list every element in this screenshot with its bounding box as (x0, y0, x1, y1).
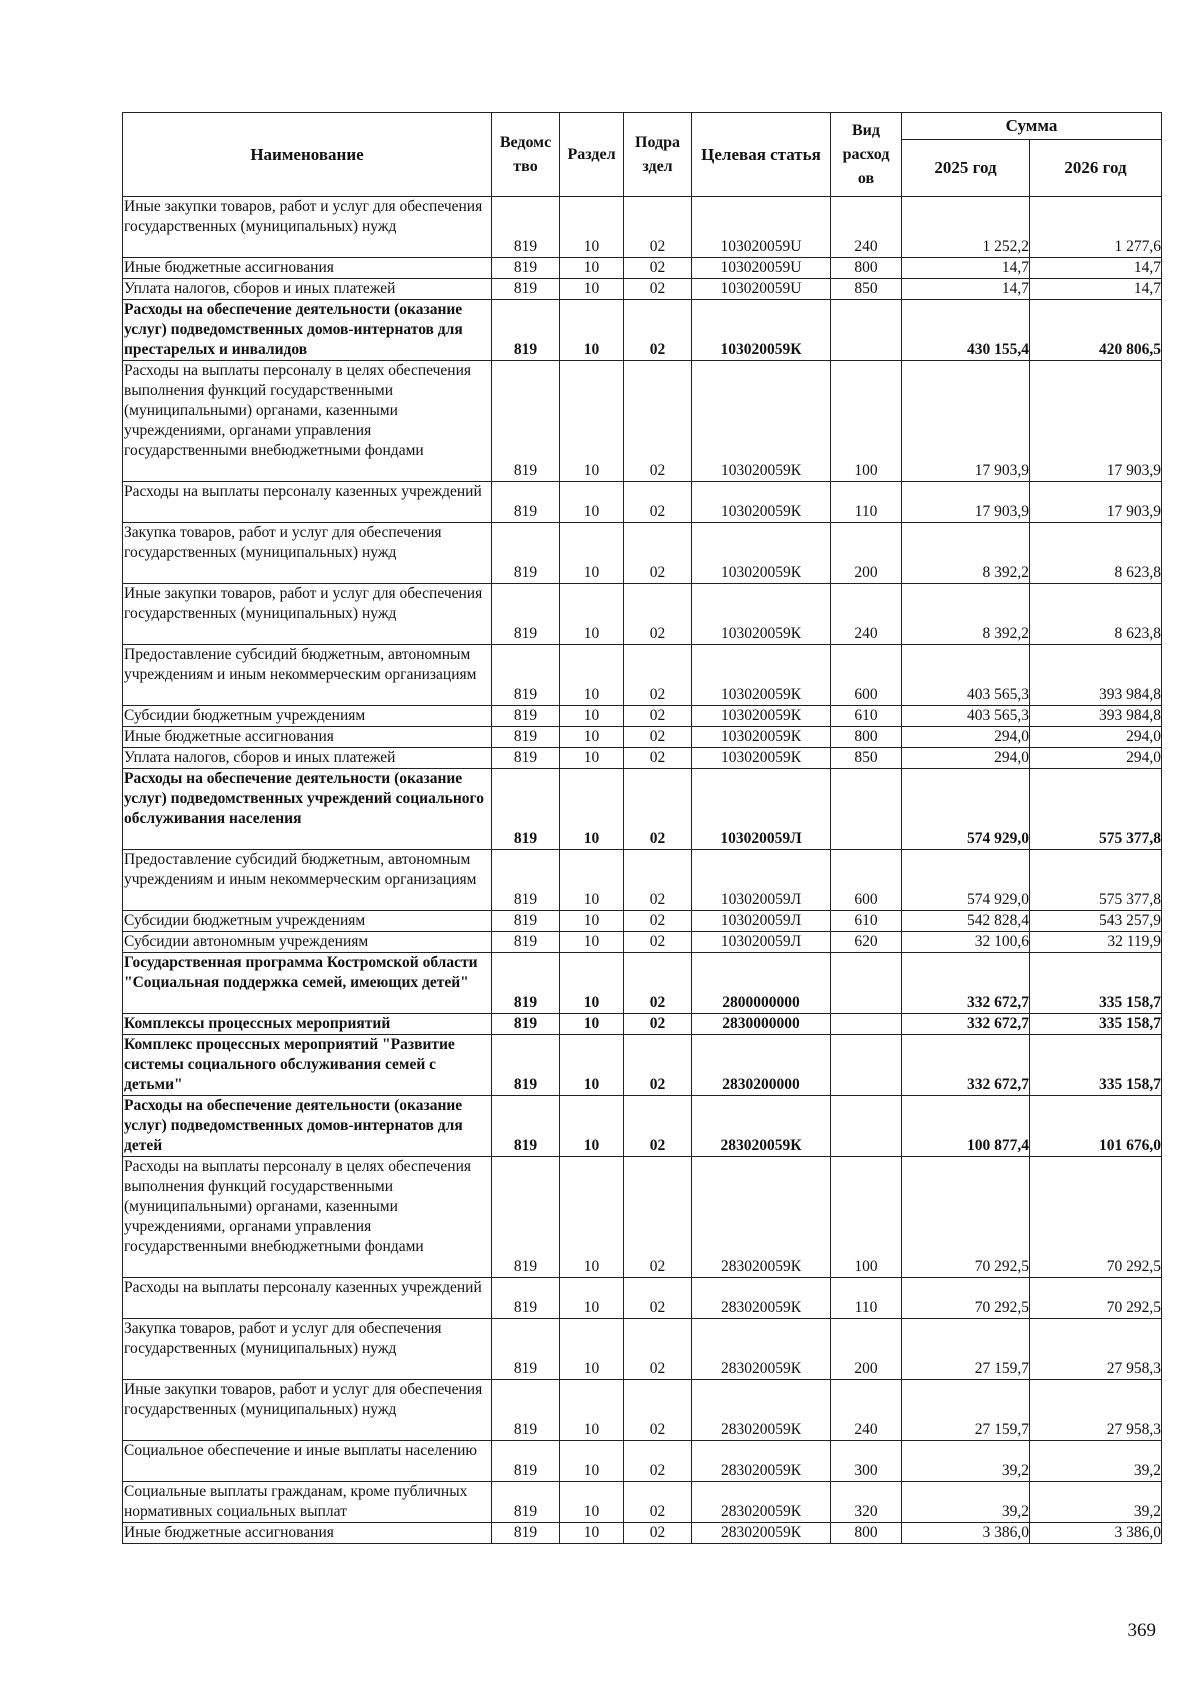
table-row (123, 279, 1162, 300)
row-name: Уплата налогов, сборов и иных платежей (123, 279, 492, 300)
row-tselevaya-statya: 103020059К (692, 706, 831, 727)
row-podrazdel: 02 (624, 911, 692, 932)
row-name: Социальные выплаты гражданам, кроме публичных нормативных социальных выплат (123, 1482, 492, 1523)
table-row (123, 361, 1162, 482)
row-name: Закупка товаров, работ и услуг для обеспечения государственных (муниципальных) нужд (123, 1319, 492, 1380)
table-row (123, 1319, 1162, 1380)
row-name: Расходы на выплаты персоналу казенных учреждений (123, 482, 492, 523)
row-razdel: 10 (560, 361, 624, 482)
table-row (123, 584, 1162, 645)
row-vedomstvo: 819 (492, 279, 560, 300)
table-row (123, 1441, 1162, 1482)
row-razdel: 10 (560, 850, 624, 911)
row-name: Иные бюджетные ассигнования (123, 258, 492, 279)
row-vedomstvo: 819 (492, 1380, 560, 1441)
row-vedomstvo: 819 (492, 1014, 560, 1035)
row-sum-2025: 403 565,3 (902, 706, 1030, 727)
row-sum-2025: 332 672,7 (902, 1014, 1030, 1035)
row-name: Иные бюджетные ассигнования (123, 1523, 492, 1544)
row-tselevaya-statya: 103020059Л (692, 911, 831, 932)
row-podrazdel: 02 (624, 645, 692, 706)
row-podrazdel: 02 (624, 1380, 692, 1441)
row-sum-2026: 101 676,0 (1030, 1096, 1162, 1157)
row-razdel: 10 (560, 932, 624, 953)
row-sum-2025: 70 292,5 (902, 1157, 1030, 1278)
table-row (123, 197, 1162, 258)
row-vedomstvo: 819 (492, 1441, 560, 1482)
table-row (123, 1278, 1162, 1319)
header-year-2026: 2026 год (1030, 140, 1162, 197)
row-sum-2025: 403 565,3 (902, 645, 1030, 706)
row-vid-rashodov: 110 (831, 1278, 902, 1319)
row-vid-rashodov (831, 769, 902, 850)
row-sum-2026: 14,7 (1030, 279, 1162, 300)
row-vedomstvo: 819 (492, 769, 560, 850)
row-name: Расходы на обеспечение деятельности (оказание услуг) подведомственных домов-интернатов для престарелых и инвалидов (123, 300, 492, 361)
row-vid-rashodov: 800 (831, 727, 902, 748)
row-razdel: 10 (560, 769, 624, 850)
table-row (123, 523, 1162, 584)
row-vid-rashodov: 800 (831, 258, 902, 279)
row-sum-2026: 393 984,8 (1030, 645, 1162, 706)
row-sum-2025: 542 828,4 (902, 911, 1030, 932)
row-tselevaya-statya: 283020059К (692, 1380, 831, 1441)
header-podrazdel: Подра здел (624, 113, 692, 197)
table-row (123, 706, 1162, 727)
row-vedomstvo: 819 (492, 1482, 560, 1523)
row-name: Расходы на обеспечение деятельности (оказание услуг) подведомственных учреждений социального обслуживания населения (123, 769, 492, 850)
row-sum-2025: 332 672,7 (902, 953, 1030, 1014)
table-row (123, 769, 1162, 850)
row-vedomstvo: 819 (492, 911, 560, 932)
row-sum-2026: 543 257,9 (1030, 911, 1162, 932)
row-tselevaya-statya: 283020059К (692, 1096, 831, 1157)
row-sum-2026: 8 623,8 (1030, 584, 1162, 645)
row-tselevaya-statya: 103020059К (692, 748, 831, 769)
row-vid-rashodov (831, 1014, 902, 1035)
row-vid-rashodov: 240 (831, 1380, 902, 1441)
row-name: Расходы на выплаты персоналу в целях обеспечения выполнения функций государственными (муниципальными) органами, казенными учреждениями, органами управления государственными внебюджетными фондами (123, 361, 492, 482)
row-razdel: 10 (560, 1319, 624, 1380)
row-sum-2025: 14,7 (902, 258, 1030, 279)
row-razdel: 10 (560, 482, 624, 523)
table-row (123, 850, 1162, 911)
row-vid-rashodov: 200 (831, 1319, 902, 1380)
row-sum-2026: 70 292,5 (1030, 1278, 1162, 1319)
table-row (123, 1380, 1162, 1441)
row-razdel: 10 (560, 1482, 624, 1523)
row-podrazdel: 02 (624, 361, 692, 482)
row-tselevaya-statya: 283020059К (692, 1157, 831, 1278)
row-vedomstvo: 819 (492, 748, 560, 769)
row-podrazdel: 02 (624, 584, 692, 645)
row-vid-rashodov: 240 (831, 584, 902, 645)
row-sum-2026: 420 806,5 (1030, 300, 1162, 361)
table-row (123, 645, 1162, 706)
row-name: Расходы на обеспечение деятельности (оказание услуг) подведомственных домов-интернатов для детей (123, 1096, 492, 1157)
row-name: Комплексы процессных мероприятий (123, 1014, 492, 1035)
row-sum-2025: 430 155,4 (902, 300, 1030, 361)
budget-table (122, 112, 1162, 1544)
row-vid-rashodov: 800 (831, 1523, 902, 1544)
row-tselevaya-statya: 283020059К (692, 1278, 831, 1319)
table-row (123, 1096, 1162, 1157)
row-tselevaya-statya: 283020059К (692, 1319, 831, 1380)
row-podrazdel: 02 (624, 1523, 692, 1544)
row-podrazdel: 02 (624, 1096, 692, 1157)
row-sum-2025: 574 929,0 (902, 769, 1030, 850)
row-podrazdel: 02 (624, 1035, 692, 1096)
row-razdel: 10 (560, 584, 624, 645)
table-row (123, 258, 1162, 279)
row-sum-2025: 27 159,7 (902, 1319, 1030, 1380)
row-sum-2025: 14,7 (902, 279, 1030, 300)
header-vid-rashodov: Вид расход ов (831, 113, 902, 197)
row-sum-2025: 17 903,9 (902, 482, 1030, 523)
table-row (123, 727, 1162, 748)
row-podrazdel: 02 (624, 1278, 692, 1319)
row-podrazdel: 02 (624, 1441, 692, 1482)
row-sum-2026: 393 984,8 (1030, 706, 1162, 727)
row-razdel: 10 (560, 1523, 624, 1544)
header-razdel: Раздел (560, 113, 624, 197)
row-vedomstvo: 819 (492, 482, 560, 523)
row-vid-rashodov: 620 (831, 932, 902, 953)
row-vid-rashodov: 610 (831, 706, 902, 727)
row-tselevaya-statya: 283020059К (692, 1482, 831, 1523)
row-sum-2025: 8 392,2 (902, 584, 1030, 645)
row-name: Иные бюджетные ассигнования (123, 727, 492, 748)
row-razdel: 10 (560, 1035, 624, 1096)
row-razdel: 10 (560, 1014, 624, 1035)
row-podrazdel: 02 (624, 769, 692, 850)
row-razdel: 10 (560, 706, 624, 727)
row-name: Социальное обеспечение и иные выплаты населению (123, 1441, 492, 1482)
row-sum-2025: 294,0 (902, 727, 1030, 748)
row-tselevaya-statya: 2830200000 (692, 1035, 831, 1096)
row-vid-rashodov (831, 300, 902, 361)
row-sum-2025: 32 100,6 (902, 932, 1030, 953)
row-razdel: 10 (560, 1441, 624, 1482)
row-vedomstvo: 819 (492, 258, 560, 279)
table-row (123, 911, 1162, 932)
row-sum-2026: 335 158,7 (1030, 953, 1162, 1014)
row-name: Предоставление субсидий бюджетным, автономным учреждениям и иным некоммерческим организациям (123, 850, 492, 911)
row-vid-rashodov: 110 (831, 482, 902, 523)
header-year-2025: 2025 год (902, 140, 1030, 197)
row-sum-2025: 332 672,7 (902, 1035, 1030, 1096)
row-sum-2026: 3 386,0 (1030, 1523, 1162, 1544)
row-name: Расходы на выплаты персоналу в целях обеспечения выполнения функций государственными (муниципальными) органами, казенными учреждениями, органами управления государственными внебюджетными фондами (123, 1157, 492, 1278)
row-name: Субсидии бюджетным учреждениям (123, 911, 492, 932)
row-tselevaya-statya: 103020059Л (692, 769, 831, 850)
row-sum-2026: 575 377,8 (1030, 769, 1162, 850)
row-sum-2026: 335 158,7 (1030, 1035, 1162, 1096)
row-vid-rashodov: 850 (831, 748, 902, 769)
row-vedomstvo: 819 (492, 523, 560, 584)
table-row (123, 953, 1162, 1014)
row-sum-2026: 8 623,8 (1030, 523, 1162, 584)
row-vid-rashodov: 320 (831, 1482, 902, 1523)
row-razdel: 10 (560, 1380, 624, 1441)
row-vedomstvo: 819 (492, 932, 560, 953)
row-vid-rashodov: 100 (831, 361, 902, 482)
row-tselevaya-statya: 103020059К (692, 300, 831, 361)
row-razdel: 10 (560, 911, 624, 932)
row-sum-2025: 3 386,0 (902, 1523, 1030, 1544)
row-podrazdel: 02 (624, 706, 692, 727)
row-vid-rashodov: 600 (831, 645, 902, 706)
row-sum-2026: 14,7 (1030, 258, 1162, 279)
row-razdel: 10 (560, 523, 624, 584)
row-podrazdel: 02 (624, 300, 692, 361)
row-name: Расходы на выплаты персоналу казенных учреждений (123, 1278, 492, 1319)
row-name: Иные закупки товаров, работ и услуг для обеспечения государственных (муниципальных) нужд (123, 584, 492, 645)
row-tselevaya-statya: 283020059К (692, 1441, 831, 1482)
table-row (123, 932, 1162, 953)
row-tselevaya-statya: 2800000000 (692, 953, 831, 1014)
row-sum-2025: 294,0 (902, 748, 1030, 769)
row-sum-2026: 39,2 (1030, 1441, 1162, 1482)
row-sum-2026: 17 903,9 (1030, 361, 1162, 482)
row-tselevaya-statya: 103020059К (692, 645, 831, 706)
row-razdel: 10 (560, 748, 624, 769)
row-vedomstvo: 819 (492, 1278, 560, 1319)
row-name: Иные закупки товаров, работ и услуг для обеспечения государственных (муниципальных) нужд (123, 197, 492, 258)
row-sum-2025: 1 252,2 (902, 197, 1030, 258)
row-vedomstvo: 819 (492, 1035, 560, 1096)
table-row (123, 1157, 1162, 1278)
row-sum-2025: 39,2 (902, 1482, 1030, 1523)
row-tselevaya-statya: 2830000000 (692, 1014, 831, 1035)
row-tselevaya-statya: 103020059U (692, 258, 831, 279)
row-podrazdel: 02 (624, 727, 692, 748)
row-vedomstvo: 819 (492, 727, 560, 748)
row-vedomstvo: 819 (492, 645, 560, 706)
row-podrazdel: 02 (624, 1014, 692, 1035)
row-podrazdel: 02 (624, 197, 692, 258)
row-name: Иные закупки товаров, работ и услуг для обеспечения государственных (муниципальных) нужд (123, 1380, 492, 1441)
row-razdel: 10 (560, 258, 624, 279)
row-vid-rashodov: 200 (831, 523, 902, 584)
table-row (123, 748, 1162, 769)
table-row (123, 482, 1162, 523)
row-vid-rashodov: 300 (831, 1441, 902, 1482)
table-row (123, 1482, 1162, 1523)
page-number: 369 (1127, 1620, 1156, 1641)
table-row (123, 1523, 1162, 1544)
row-vedomstvo: 819 (492, 361, 560, 482)
row-podrazdel: 02 (624, 1319, 692, 1380)
row-razdel: 10 (560, 279, 624, 300)
row-podrazdel: 02 (624, 258, 692, 279)
row-sum-2026: 294,0 (1030, 748, 1162, 769)
row-vedomstvo: 819 (492, 1523, 560, 1544)
row-sum-2026: 27 958,3 (1030, 1380, 1162, 1441)
row-tselevaya-statya: 103020059К (692, 523, 831, 584)
row-sum-2025: 27 159,7 (902, 1380, 1030, 1441)
row-sum-2026: 294,0 (1030, 727, 1162, 748)
row-vedomstvo: 819 (492, 1096, 560, 1157)
row-razdel: 10 (560, 1096, 624, 1157)
row-podrazdel: 02 (624, 1482, 692, 1523)
row-razdel: 10 (560, 727, 624, 748)
row-vedomstvo: 819 (492, 300, 560, 361)
table-header (123, 113, 1162, 197)
row-razdel: 10 (560, 1157, 624, 1278)
row-tselevaya-statya: 103020059К (692, 361, 831, 482)
row-vid-rashodov: 600 (831, 850, 902, 911)
row-sum-2026: 575 377,8 (1030, 850, 1162, 911)
table-row (123, 1014, 1162, 1035)
row-name: Государственная программа Костромской области "Социальная поддержка семей, имеющих детей" (123, 953, 492, 1014)
row-sum-2026: 1 277,6 (1030, 197, 1162, 258)
row-podrazdel: 02 (624, 1157, 692, 1278)
row-vid-rashodov: 610 (831, 911, 902, 932)
row-sum-2025: 574 929,0 (902, 850, 1030, 911)
row-tselevaya-statya: 103020059Л (692, 932, 831, 953)
header-vedomstvo: Ведомс тво (492, 113, 560, 197)
row-sum-2025: 39,2 (902, 1441, 1030, 1482)
header-tselevaya-statya: Целевая статья (692, 113, 831, 197)
row-name: Субсидии бюджетным учреждениям (123, 706, 492, 727)
row-tselevaya-statya: 103020059U (692, 279, 831, 300)
row-vid-rashodov (831, 1035, 902, 1096)
row-razdel: 10 (560, 197, 624, 258)
row-sum-2026: 335 158,7 (1030, 1014, 1162, 1035)
row-tselevaya-statya: 103020059К (692, 584, 831, 645)
row-sum-2026: 70 292,5 (1030, 1157, 1162, 1278)
row-podrazdel: 02 (624, 850, 692, 911)
row-sum-2026: 39,2 (1030, 1482, 1162, 1523)
row-vedomstvo: 819 (492, 197, 560, 258)
row-tselevaya-statya: 103020059Л (692, 850, 831, 911)
row-podrazdel: 02 (624, 953, 692, 1014)
row-razdel: 10 (560, 953, 624, 1014)
table-body (123, 197, 1162, 1544)
row-podrazdel: 02 (624, 523, 692, 584)
row-podrazdel: 02 (624, 279, 692, 300)
header-name: Наименование (123, 113, 492, 197)
row-name: Предоставление субсидий бюджетным, автономным учреждениям и иным некоммерческим организациям (123, 645, 492, 706)
row-podrazdel: 02 (624, 748, 692, 769)
table-row (123, 1035, 1162, 1096)
row-sum-2025: 100 877,4 (902, 1096, 1030, 1157)
row-razdel: 10 (560, 645, 624, 706)
row-vid-rashodov: 240 (831, 197, 902, 258)
row-sum-2025: 8 392,2 (902, 523, 1030, 584)
row-vid-rashodov (831, 953, 902, 1014)
row-tselevaya-statya: 103020059К (692, 727, 831, 748)
row-vedomstvo: 819 (492, 706, 560, 727)
row-tselevaya-statya: 103020059U (692, 197, 831, 258)
header-summa: Сумма (902, 113, 1162, 140)
row-name: Комплекс процессных мероприятий "Развитие системы социального обслуживания семей с детьми" (123, 1035, 492, 1096)
row-razdel: 10 (560, 1278, 624, 1319)
row-podrazdel: 02 (624, 482, 692, 523)
row-vedomstvo: 819 (492, 584, 560, 645)
row-name: Закупка товаров, работ и услуг для обеспечения государственных (муниципальных) нужд (123, 523, 492, 584)
row-sum-2026: 17 903,9 (1030, 482, 1162, 523)
row-vedomstvo: 819 (492, 1157, 560, 1278)
row-sum-2026: 32 119,9 (1030, 932, 1162, 953)
row-vid-rashodov: 850 (831, 279, 902, 300)
row-name: Уплата налогов, сборов и иных платежей (123, 748, 492, 769)
row-sum-2025: 17 903,9 (902, 361, 1030, 482)
table-row (123, 300, 1162, 361)
row-tselevaya-statya: 103020059К (692, 482, 831, 523)
row-vid-rashodov: 100 (831, 1157, 902, 1278)
row-vedomstvo: 819 (492, 1319, 560, 1380)
row-tselevaya-statya: 283020059К (692, 1523, 831, 1544)
row-vedomstvo: 819 (492, 850, 560, 911)
row-name: Субсидии автономным учреждениям (123, 932, 492, 953)
row-sum-2026: 27 958,3 (1030, 1319, 1162, 1380)
row-vedomstvo: 819 (492, 953, 560, 1014)
row-sum-2025: 70 292,5 (902, 1278, 1030, 1319)
row-vid-rashodov (831, 1096, 902, 1157)
row-razdel: 10 (560, 300, 624, 361)
row-podrazdel: 02 (624, 932, 692, 953)
